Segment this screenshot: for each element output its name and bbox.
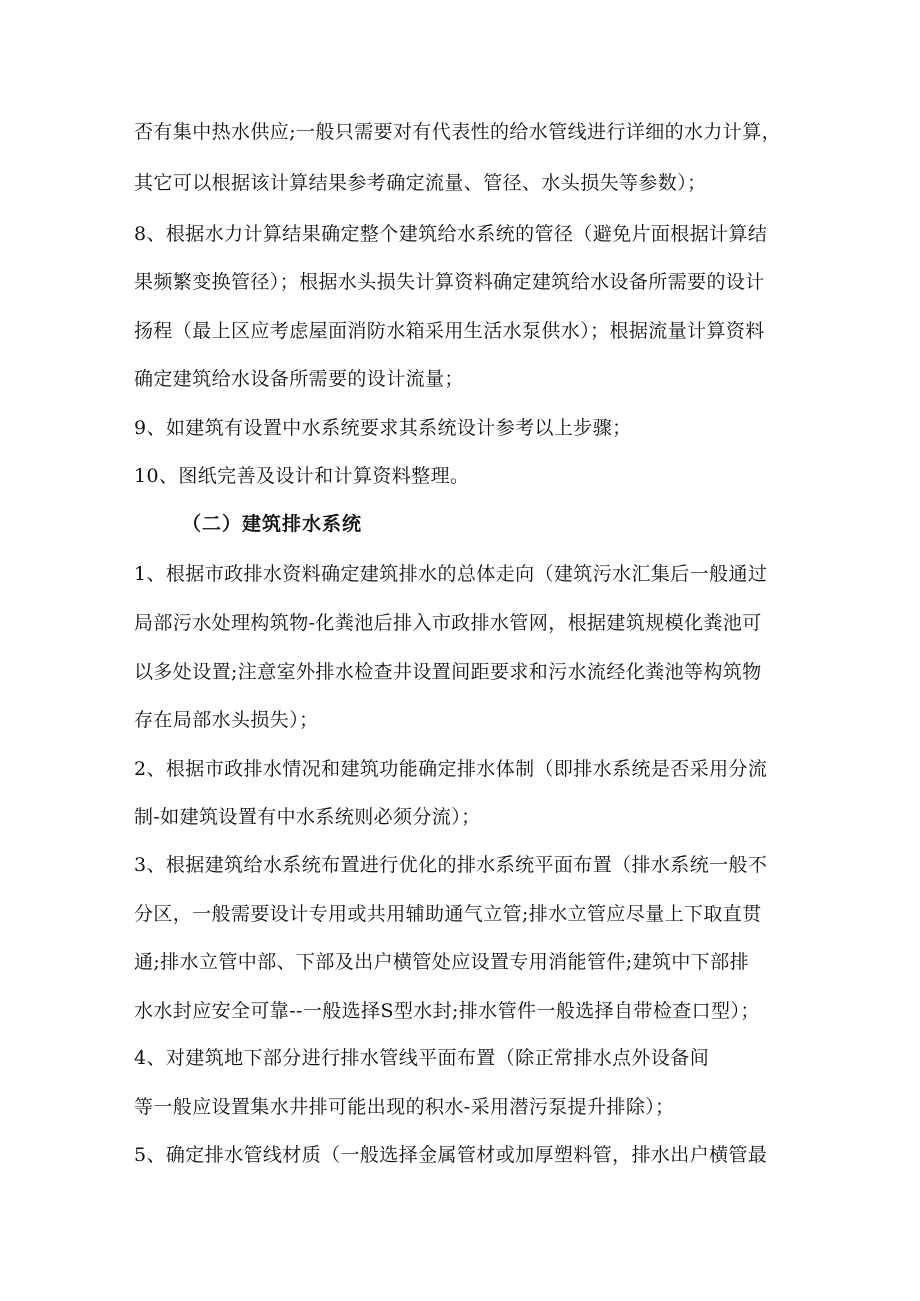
- text-line: 否有集中热水供应;一般只需要对有代表性的给水管线进行详细的水力计算，: [134, 121, 782, 143]
- text-line: 水水封应安全可靠--一般选择S型水封;排水管件一般选择自带检查口型）；: [134, 1000, 760, 1022]
- text-line: 2、根据市政排水情况和建筑功能确定排水体制（即排水系统是否采用分流: [134, 758, 768, 780]
- text-line: 5、确定排水管线材质（一般选择金属管材或加厚塑料管，排水出户横管最: [134, 1144, 768, 1166]
- section-heading: （二）建筑排水系统: [182, 513, 363, 535]
- text-line: 以多处设置;注意室外排水检查井设置间距要求和污水流经化粪池等构筑物: [134, 661, 762, 683]
- text-line: 扬程（最上区应考虑屋面消防水箱采用生活水泵供水）；根据流量计算资料: [134, 320, 765, 342]
- text-line: 1、根据市政排水资料确定建筑排水的总体走向（建筑污水汇集后一般通过: [134, 563, 768, 585]
- text-line: 9、如建筑有设置中水系统要求其系统设计参考以上步骤；: [134, 417, 632, 439]
- text-line: 8、根据水力计算结果确定整个建筑给水系统的管径（避免片面根据计算结: [134, 223, 768, 245]
- text-line: 3、根据建筑给水系统布置进行优化的排水系统平面布置（排水系统一般不: [134, 854, 768, 876]
- text-line: 4、对建筑地下部分进行排水管线平面布置（除正常排水点外设备间: [134, 1047, 710, 1069]
- text-line: 分区，一般需要设计专用或共用辅助通气立管;排水立管应尽量上下取直贯: [134, 903, 762, 925]
- text-line: 通;排水立管中部、下部及出户横管处应设置专用消能管件;建筑中下部排: [134, 951, 750, 973]
- text-line: 确定建筑给水设备所需要的设计流量；: [134, 368, 464, 390]
- text-line: 等一般应设置集水井排可能出现的积水-采用潜污泵提升排除）；: [134, 1096, 675, 1118]
- text-line: 其它可以根据该计算结果参考确定流量、管径、水头损失等参数）；: [134, 172, 707, 194]
- text-line: 10、图纸完善及设计和计算资料整理。: [134, 465, 470, 487]
- text-line: 存在局部水头损失）；: [134, 709, 319, 731]
- text-line: 制-如建筑设置有中水系统则必须分流）；: [134, 806, 481, 828]
- text-line: 果频繁变换管径）；根据水头损失计算资料确定建筑给水设备所需要的设计: [134, 271, 765, 293]
- text-line: 局部污水处理构筑物-化粪池后排入市政排水管网，根据建筑规模化粪池可: [134, 612, 762, 634]
